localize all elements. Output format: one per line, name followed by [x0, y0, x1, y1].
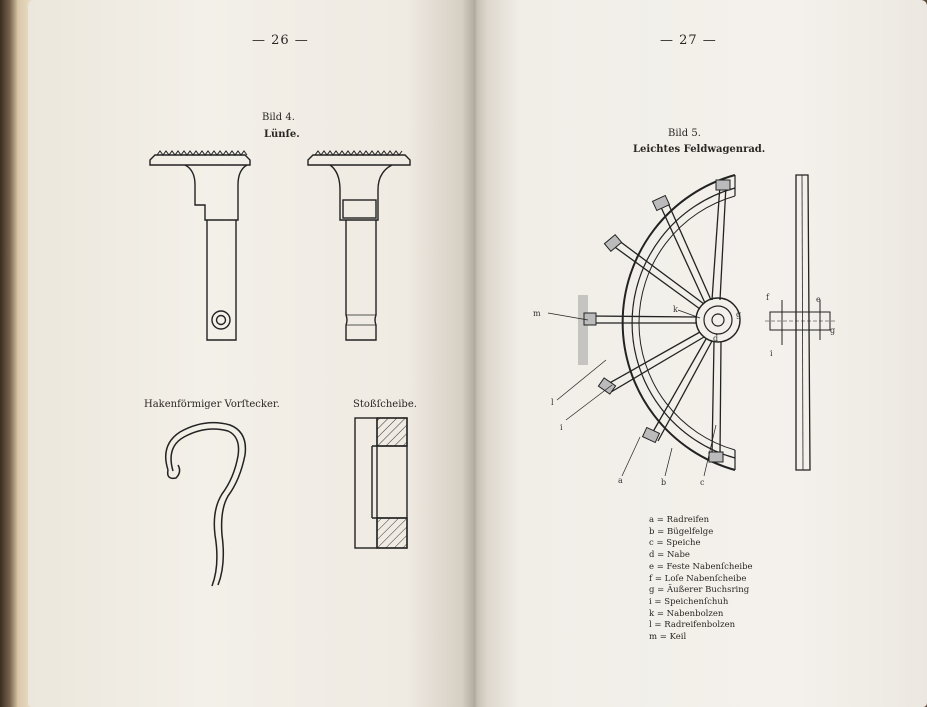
- label-g: g: [736, 310, 742, 319]
- label-c: c: [700, 478, 705, 487]
- label-b: b: [661, 478, 667, 487]
- legend-row: k = Nabenbolzen: [649, 608, 724, 619]
- legend-row: l = Radreifenbolzen: [649, 620, 736, 631]
- wheel-front-drawing: [548, 175, 740, 476]
- wheel-parts-legend: [649, 515, 753, 644]
- legend-row: m = Keil: [649, 632, 687, 643]
- legend-row: a = Radreifen: [649, 515, 710, 525]
- label-k: k: [673, 305, 678, 314]
- label-i: i: [560, 423, 563, 432]
- legend-row: b = Bügelfelge: [649, 526, 714, 537]
- lunse-figure-caption: Bild 4.: [262, 112, 295, 123]
- wheel-side-drawing: [765, 175, 835, 470]
- legend-row: i = Speichenſchuh: [649, 596, 729, 607]
- legend-row: c = Speiche: [649, 538, 701, 549]
- side-label-g: g: [830, 326, 836, 335]
- wheel-figure-title: Leichtes Feldwagenrad.: [633, 144, 766, 155]
- side-label-e: e: [816, 295, 821, 304]
- side-label-i: i: [770, 349, 773, 358]
- lunse-figure-title: Lünſe.: [264, 129, 300, 140]
- legend-row: f = Loſe Nabenſcheibe: [649, 573, 747, 584]
- label-a: a: [618, 476, 623, 485]
- side-label-f: f: [766, 293, 769, 302]
- label-l: l: [551, 398, 554, 407]
- legend-row: g = Äußerer Buchsring: [649, 585, 750, 596]
- legend-row: d = Nabe: [649, 550, 690, 561]
- right-page-number: — 27 —: [660, 33, 717, 48]
- legend-row: e = Feste Nabenſcheibe: [649, 561, 753, 572]
- label-m: m: [533, 309, 541, 318]
- left-page-number: — 26 —: [252, 33, 309, 48]
- wheel-figure-caption: Bild 5.: [668, 128, 701, 139]
- hook-figure-title: Hakenförmiger Vorſtecker.: [144, 399, 280, 410]
- label-d: d: [713, 334, 719, 343]
- washer-figure-title: Stoßſcheibe.: [353, 399, 417, 410]
